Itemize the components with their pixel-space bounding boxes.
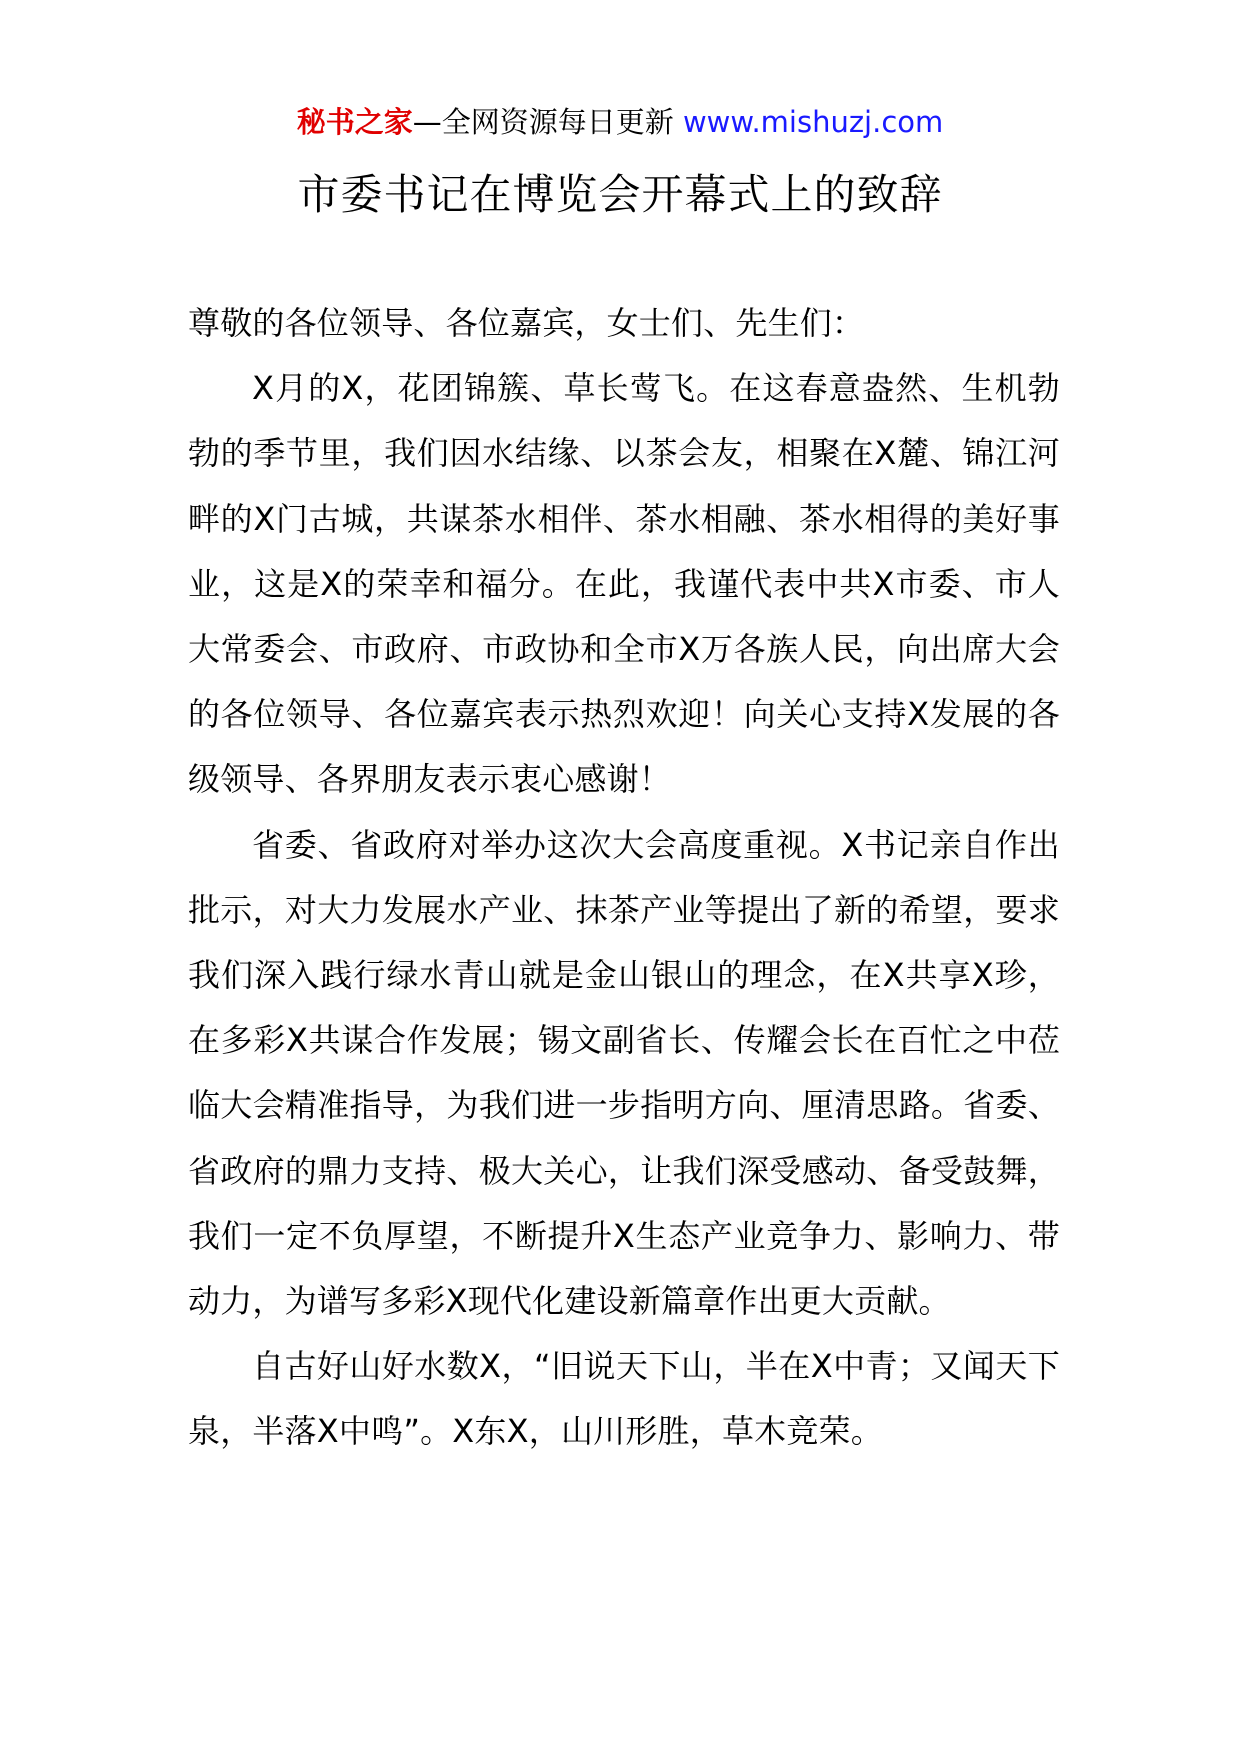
paragraph-3: 自古好山好水数X，“旧说天下山，半在X中青；又闻天下泉，半落X中鸣”。X东X，山川形胜，草木竞荣。: [188, 1347, 1060, 1451]
salutation: 尊敬的各位领导、各位嘉宾，女士们、先生们：: [188, 304, 865, 342]
document-title: 市委书记在博览会开幕式上的致辞: [297, 170, 943, 219]
paragraph-2: 省委、省政府对举办这次大会高度重视。X书记亲自作出批示，对大力发展水产业、抹茶产业等提出了新的希望，要求我们深入践行绿水青山就是金山银山的理念，在X共享X珍，在多彩X共谋合作发展；锡文副省长、传耀会长在百忙之中莅临大会精准指导，为我们进一步指明方向、厘清思路。省委、省政府的鼎力支持、极大关心，让我们深受感动、备受鼓舞，我们一定不负厚望，不断提升X生态产业竞争力、影响力、带动力，为谱写多彩X现代化建设新篇章作出更大贡献。: [188, 825, 1060, 1321]
site-url-link[interactable]: www.mishuzj.com: [682, 105, 944, 139]
brand-name: 秘书之家: [296, 105, 413, 139]
paragraph-1: X月的X，花团锦簇、草长莺飞。在这春意盎然、生机勃勃的季节里，我们因水结缘、以茶会友，相聚在X麓、锦江河畔的X门古城，共谋茶水相伴、茶水相融、茶水相得的美好事业，这是X的荣幸和福分。在此，我谨代表中共X市委、市人大常委会、市政府、市政协和全市X万各族人民，向出席大会的各位领导、各位嘉宾表示热烈欢迎！向关心支持X发展的各级领导、各界朋友表示衷心感谢！: [188, 369, 1060, 799]
header-slogan: —全网资源每日更新: [412, 105, 683, 139]
document-body: [188, 291, 1060, 1465]
site-header-banner: [0, 102, 1240, 142]
